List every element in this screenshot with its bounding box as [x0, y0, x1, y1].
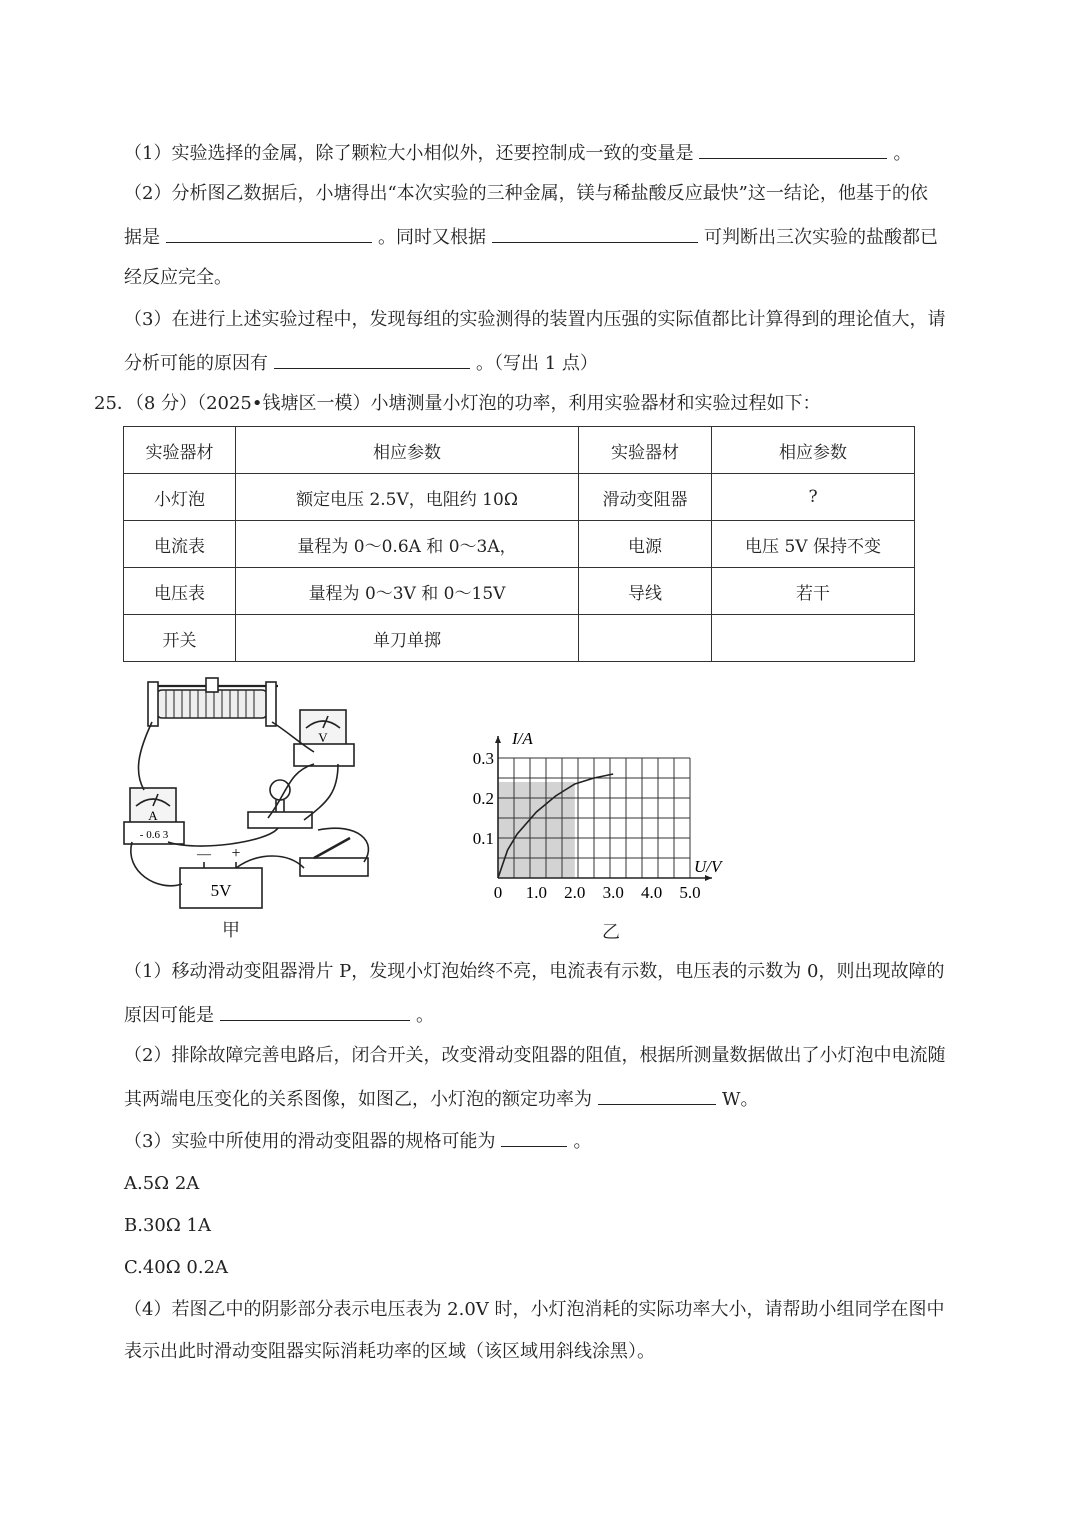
lamp-bulb — [270, 780, 290, 800]
table-cell: 滑动变阻器 — [579, 474, 712, 521]
table-cell: 若干 — [712, 568, 915, 615]
rheostat-coil — [156, 690, 268, 718]
figure-a-caption: 甲 — [222, 920, 240, 941]
table-cell: 电压表 — [124, 568, 236, 615]
answer-blank[interactable] — [274, 350, 470, 369]
table-cell: 量程为 0～3V 和 0～15V — [236, 568, 579, 615]
y-tick-label: 0.1 — [472, 829, 494, 848]
y-axis-arrow-icon — [495, 736, 501, 743]
y-axis-label: I/A — [512, 729, 533, 748]
table-header-row — [124, 427, 915, 474]
ammeter-terminals: - 0.6 3 — [139, 829, 169, 841]
x-tick-label: 4.0 — [640, 883, 663, 902]
q24-part3-line2: 分析可能的原因有 。（写出 1 点） — [124, 350, 598, 376]
switch — [300, 858, 368, 876]
shaded-power-region — [498, 782, 575, 878]
table-row — [124, 568, 915, 615]
battery-label: 5V — [210, 881, 232, 900]
q25-sub1-line1: （1）移动滑动变阻器滑片 P，发现小灯泡始终不亮，电流表有示数，电压表的示数为 0，则出现故障的 — [124, 961, 945, 982]
table-header: 实验器材 — [579, 427, 712, 474]
y-tick-label: 0.2 — [472, 789, 494, 808]
battery-plus-icon: + — [231, 845, 241, 862]
iu-chart — [462, 716, 752, 912]
lamp-base — [248, 812, 312, 828]
ammeter-label: A — [148, 808, 158, 823]
table-header: 相应参数 — [236, 427, 579, 474]
y-tick-label: 0.3 — [472, 749, 494, 768]
q25-sub2-line1: （2）排除故障完善电路后，闭合开关，改变滑动变阻器的阻值，根据所测量数据做出了小灯泡中电流随 — [124, 1045, 946, 1066]
q24-part1: （1）实验选择的金属，除了颗粒大小相似外，还要控制成一致的变量是 。 — [124, 140, 911, 166]
q25-sub4-line1: （4）若图乙中的阴影部分表示电压表为 2.0V 时，小灯泡消耗的实际功率大小，请帮助小组同学在图中 — [124, 1299, 945, 1320]
table-cell: 导线 — [579, 568, 712, 615]
table-cell: 量程为 0～0.6A 和 0～3A， — [236, 521, 579, 568]
table-cell: 开关 — [124, 615, 236, 662]
answer-blank[interactable] — [492, 224, 698, 243]
table-cell: 额定电压 2.5V，电阻约 10Ω — [236, 474, 579, 521]
option-c[interactable]: C.40Ω 0.2A — [124, 1257, 229, 1278]
x-tick-label: 1.0 — [525, 883, 548, 902]
table-row — [124, 521, 915, 568]
option-b[interactable]: B.30Ω 1A — [124, 1215, 211, 1236]
q24-part2-line1: （2）分析图乙数据后，小塘得出“本次实验的三种金属，镁与稀盐酸反应最快”这一结论，他基于的依 — [124, 183, 928, 204]
table-cell: 电压 5V 保持不变 — [712, 521, 915, 568]
x-tick-label: 3.0 — [602, 883, 624, 902]
rheostat-slider — [206, 678, 218, 692]
table-row — [124, 474, 915, 521]
q25-sub4-line2: 表示出此时滑动变阻器实际消耗功率的区域（该区域用斜线涂黑）。 — [124, 1341, 655, 1362]
q25-sub3: （3）实验中所使用的滑动变阻器的规格可能为 。 — [124, 1128, 591, 1154]
option-a[interactable]: A.5Ω 2A — [124, 1173, 200, 1194]
table-cell: 电流表 — [124, 521, 236, 568]
answer-blank[interactable] — [166, 224, 372, 243]
table-cell: 小灯泡 — [124, 474, 236, 521]
x-tick-label: 5.0 — [679, 883, 701, 902]
x-axis-label: U/V — [694, 857, 722, 876]
table-header: 实验器材 — [124, 427, 236, 474]
answer-blank[interactable] — [598, 1086, 716, 1105]
q25-sub1-line2: 原因可能是 。 — [124, 1002, 434, 1028]
table-cell: 单刀单掷 — [236, 615, 579, 662]
x-tick-label: 0 — [493, 883, 503, 902]
q24-part3-line1: （3）在进行上述实验过程中，发现每组的实验测得的装置内压强的实际值都比计算得到的理论值大，请 — [124, 309, 946, 330]
table-row — [124, 615, 915, 662]
x-tick-label: 2.0 — [564, 883, 586, 902]
table-header: 相应参数 — [712, 427, 915, 474]
voltmeter-label: V — [318, 730, 328, 745]
answer-blank[interactable] — [501, 1128, 567, 1147]
q24-part2-line3: 经反应完全。 — [124, 267, 232, 288]
q25-header: 25．（8 分）（2025•钱塘区一模）小塘测量小灯泡的功率，利用实验器材和实验过程如下： — [94, 393, 821, 414]
q24-part2-line2: 据是 。同时又根据 可判断出三次实验的盐酸都已 — [124, 224, 938, 250]
figure-b-caption: 乙 — [602, 922, 620, 943]
table-cell: ? — [712, 474, 915, 521]
q25-sub2-line2: 其两端电压变化的关系图像，如图乙，小灯泡的额定功率为 W。 — [124, 1086, 759, 1112]
table-cell — [712, 615, 915, 662]
equipment-table — [123, 426, 915, 662]
table-cell — [579, 615, 712, 662]
answer-blank[interactable] — [699, 140, 887, 159]
table-cell: 电源 — [579, 521, 712, 568]
answer-blank[interactable] — [220, 1002, 410, 1021]
battery-minus-icon: — — [197, 847, 211, 862]
circuit-diagram — [118, 672, 388, 920]
